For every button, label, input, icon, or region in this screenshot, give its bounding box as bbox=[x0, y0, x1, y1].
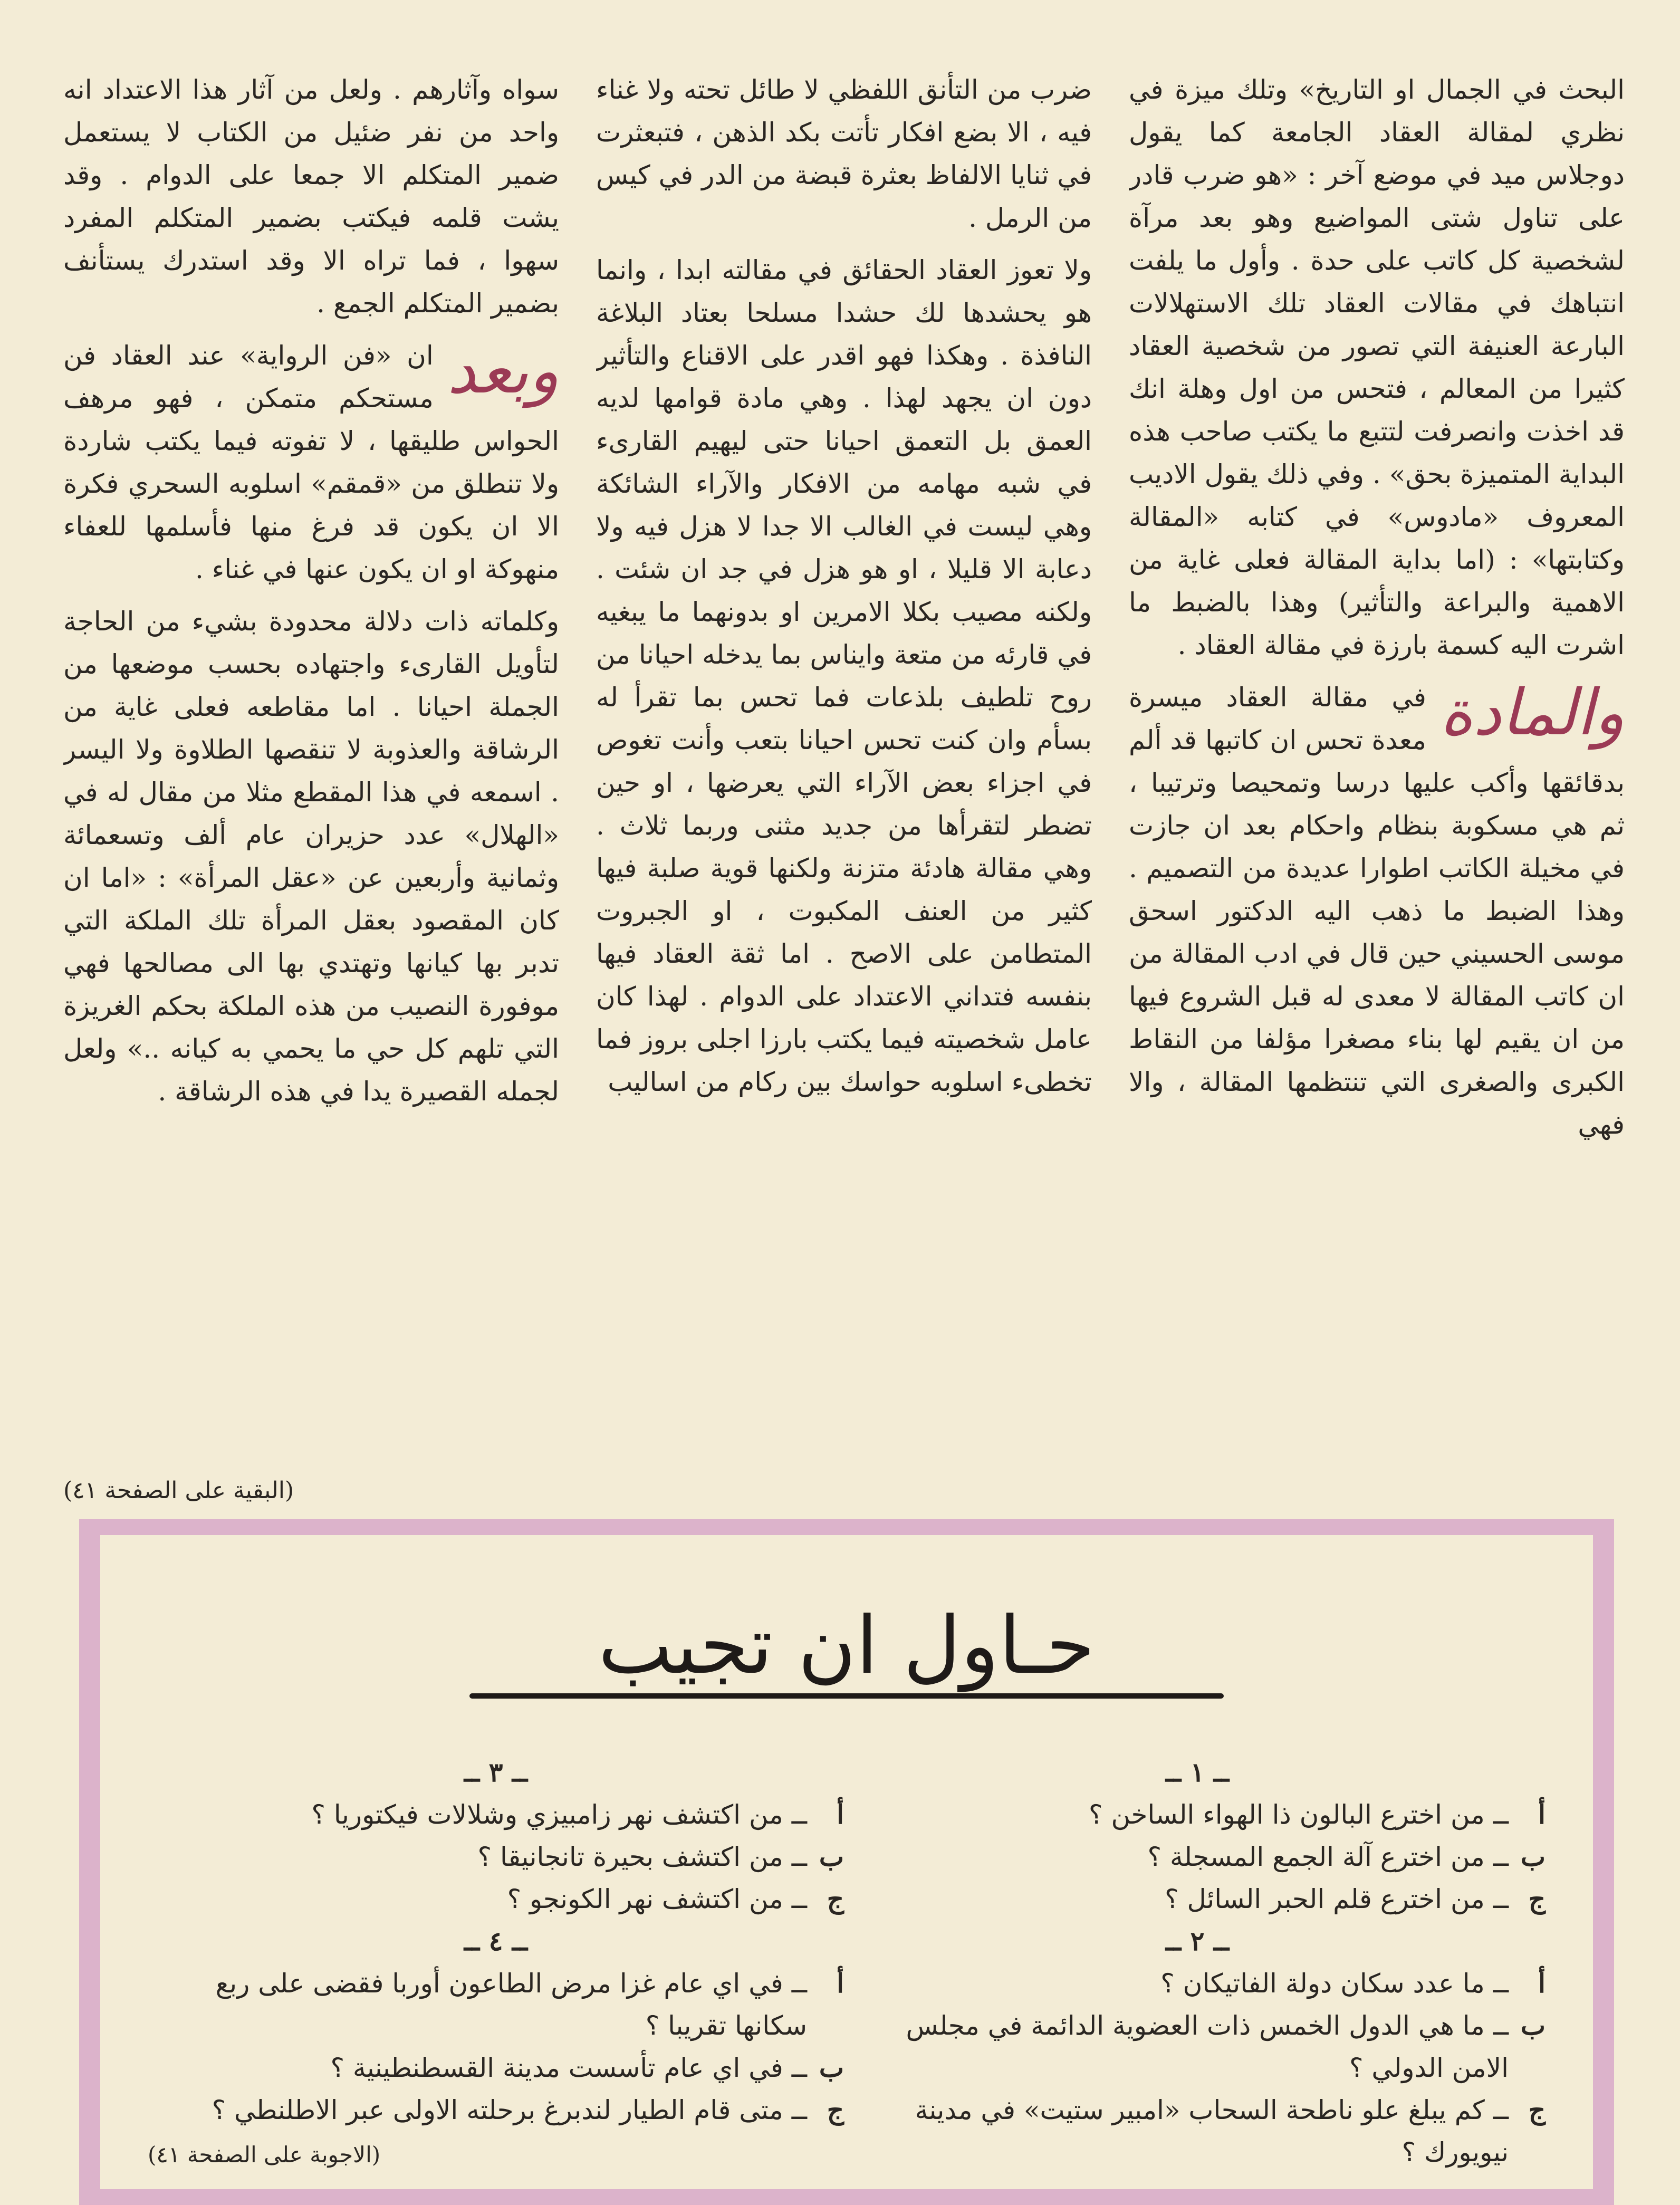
question-letter: ب bbox=[1520, 2010, 1545, 2041]
question-letter: ب bbox=[1520, 1841, 1545, 1872]
quiz-group-number: ــ ١ ــ bbox=[1165, 1757, 1230, 1788]
paragraph-text: في مقالة العقاد ميسرة معدة تحس ان كاتبها قد ألم بدقائقها وأكب عليها درسا وتمحيصا وترتيبا ، ثم هي مسكوبة بنظام واحكام بعد ان جازت في مخيلة الكاتب اطوارا عديدة من التصميم . وهذا الضبط ما ذهب اليه الدكتور اسحق موسى الحسيني حين قال في ادب المقالة من ان كاتب المقالة لا معدى له قبل الشروع فيها من ان يقيم لها بناء مصغرا مؤلفا من النقاط الكبرى والصغرى التي تنتظمها المقالة ، والا فهي bbox=[1129, 682, 1625, 1140]
quiz-inner-panel bbox=[100, 1535, 1593, 2189]
quiz-column-left bbox=[148, 1751, 844, 2173]
paragraph: وكلماته ذات دلالة محدودة بشيء من الحاجة لتأويل القارىء واجتهاده بحسب موضعها من الجملة احيانا . اما مقاطعه فعلى غاية من الرشاقة والعذوبة لا تنقصها الطلاوة ولا اليسر . اسمعه في هذا المقطع مثلا من مقال له في «الهلال» عدد حزيران عام ألف وتسعمائة وثمانية وأربعين عن «عقل المرأة» : «اما ان كان المقصود بعقل المرأة تلك الملكة التي تدبر بها كيانها وتهتدي بها الى مصالحها فهي موفورة النصيب من هذه الملكة بحكم الغريزة التي تلهم كل حي ما يحمي به كيانه ..» ولعل لجمله القصيرة يدا في هذه الرشاقة . bbox=[63, 606, 559, 1107]
quiz-box bbox=[79, 1519, 1614, 2205]
quiz-question bbox=[148, 1878, 844, 1920]
quiz-title: حـاول ان تجيب bbox=[598, 1600, 1096, 1692]
question-letter: أ bbox=[837, 1799, 844, 1830]
quiz-group-number: ــ ٢ ــ bbox=[1165, 1925, 1230, 1957]
question-text: ــ كم يبلغ علو ناطحة السحاب «امبير ستيت» في مدينة نيويورك ؟ bbox=[915, 2095, 1509, 2168]
quiz-question bbox=[148, 1836, 844, 1878]
article-column-middle bbox=[596, 69, 1092, 1472]
question-text: ــ ما هي الدول الخمس ذات العضوية الدائمة في مجلس الامن الدولي ؟ bbox=[906, 2010, 1509, 2083]
question-letter: ب bbox=[819, 2052, 844, 2083]
question-text: ــ من اكتشف بحيرة تانجانيقا ؟ bbox=[477, 1842, 807, 1872]
dropcap-heading: وبعد bbox=[447, 334, 559, 408]
quiz-question bbox=[849, 1794, 1545, 1836]
paragraph-with-dropcap bbox=[1129, 676, 1625, 1146]
quiz-group-number: ــ ٣ ــ bbox=[464, 1757, 528, 1788]
question-text: ــ متى قام الطيار لندبرغ برحلته الاولى عبر الاطلنطي ؟ bbox=[212, 2095, 807, 2125]
quiz-question bbox=[849, 2005, 1545, 2089]
paragraph: ولا تعوز العقاد الحقائق في مقالته ابدا ، وانما هو يحشدها لك حشدا مسلحا بعتاد البلاغة النافذة . وهكذا فهو اقدر على الاقناع والتأثير دون ان يجهد لهذا . وهي مادة قوامها لديه العمق بل التعمق احيانا حتى ليهيم القارىء في شبه مهامه من الافكار والآراء الشائكة وهي ليست في الغالب الا جدا لا هزل فيه ولا دعابة الا قليلا ، او هو هزل في جد ان شئت . ولكنه مصيب بكلا الامرين او بدونهما ما يبغيه في قارئه من متعة وايناس بما يدخله احيانا من روح تلطيف بلذعات فما تحس بما تقرأ له بسأم وان كنت تحس احيانا بتعب وأنت تغوص في اجزاء بعض الآراء التي يعرضها ، او حين تضطر لتقرأها من جديد مثنى وربما ثلاث . وهي مقالة هادئة متزنة ولكنها قوية صلبة فيها كثير من العنف المكبوت ، او الجبروت المتطامن على الاصح . اما ثقة العقاد فيها بنفسه فتداني الاعتداد على الدوام . لهذا كان عامل شخصيته فيما يكتب بارزا اجلى بروز فما تخطىء اسلوبه حواسك بين ركام من اساليب bbox=[596, 255, 1092, 1097]
paragraph: ضرب من التأنق اللفظي لا طائل تحته ولا غناء فيه ، الا بضع افكار تأتت بكد الذهن ، فتبعثرت في ثنايا الالفاظ بعثرة قبضة من الدر في كيس من الرمل . bbox=[596, 74, 1092, 233]
article-column-left bbox=[63, 69, 559, 1472]
question-text: ــ من اخترع البالون ذا الهواء الساخن ؟ bbox=[1089, 1799, 1509, 1830]
quiz-column-right bbox=[849, 1751, 1545, 2173]
quiz-question bbox=[148, 1794, 844, 1836]
paragraph: البحث في الجمال او التاريخ» وتلك ميزة في نظري لمقالة العقاد الجامعة كما يقول دوجلاس ميد في موضع آخر : «هو ضرب قادر على تناول شتى المواضيع وهو بعد مرآة لشخصية كل كاتب على حدة . وأول ما يلفت انتباهك في مقالات العقاد تلك الاستهلالات البارعة العنيفة التي تصور من شخصية العقاد كثيرا من المعالم ، فتحس من اول وهلة انك قد اخذت وانصرفت لتتبع ما يكتب صاحب هذه البداية المتميزة بحق» . وفي ذلك يقول الاديب المعروف «مادوس» في كتابه «المقالة وكتابتها» : (اما بداية المقالة فعلى غاية من الاهمية والبراعة والتأثير) وهذا بالضبط ما اشرت اليه كسمة بارزة في مقالة العقاد . bbox=[1129, 74, 1625, 660]
quiz-question bbox=[849, 1836, 1545, 1878]
question-text: ــ في اي عام غزا مرض الطاعون أوربا فقضى على ربع سكانها تقريبا ؟ bbox=[215, 1968, 807, 2041]
question-letter: ج bbox=[1528, 2094, 1545, 2125]
quiz-question bbox=[148, 2089, 844, 2131]
question-letter: أ bbox=[837, 1968, 844, 1999]
question-letter: أ bbox=[1538, 1799, 1545, 1830]
question-text: ــ ما عدد سكان دولة الفاتيكان ؟ bbox=[1160, 1968, 1509, 1999]
quiz-question bbox=[849, 2089, 1545, 2173]
paragraph-text: ان «فن الرواية» عند العقاد فن مستحكم متمكن ، فهو مرهف الحواس طليقها ، لا تفوته فيما يكتب شاردة ولا تنطلق من «قمقم» اسلوبه السحري فكرة الا ان يكون قد فرغ منها فأسلمها للعفاء منهوكة او ان يكون عنها في غناء . bbox=[63, 340, 559, 584]
question-text: ــ من اخترع قلم الحبر السائل ؟ bbox=[1165, 1884, 1509, 1914]
question-text: ــ من اكتشف نهر زامبيزي وشلالات فيكتوريا ؟ bbox=[311, 1799, 807, 1830]
question-text: ــ من اخترع آلة الجمع المسجلة ؟ bbox=[1147, 1842, 1509, 1872]
dropcap-heading: والمادة bbox=[1439, 676, 1625, 750]
question-letter: ب bbox=[819, 1841, 844, 1872]
question-letter: ج bbox=[827, 1883, 844, 1914]
paragraph-with-dropcap bbox=[63, 334, 559, 591]
paragraph: سواه وآثارهم . ولعل من آثار هذا الاعتداد انه واحد من نفر ضئيل من الكتاب لا يستعمل ضمير المتكلم الا جمعا على الدوام . وقد يشت قلمه فيكتب بضمير المتكلم المفرد سهوا ، فما تراه الا وقد استدرك يستأنف بضمير المتكلم الجمع . bbox=[63, 74, 559, 319]
article-columns bbox=[63, 69, 1625, 1472]
question-letter: أ bbox=[1538, 1968, 1545, 1999]
quiz-title-underline bbox=[469, 1693, 1224, 1699]
quiz-group-number: ــ ٤ ــ bbox=[464, 1925, 528, 1957]
continued-note: (البقية على الصفحة ٤١) bbox=[63, 1477, 294, 1504]
answers-note: (الاجوبة على الصفحة ٤١) bbox=[148, 2142, 381, 2168]
question-text: ــ في اي عام تأسست مدينة القسطنطينية ؟ bbox=[330, 2053, 807, 2083]
question-letter: ج bbox=[1528, 1883, 1545, 1914]
quiz-question bbox=[148, 1962, 844, 2047]
quiz-question bbox=[148, 2047, 844, 2089]
quiz-question bbox=[849, 1962, 1545, 2005]
article-column-right bbox=[1129, 69, 1625, 1472]
quiz-question bbox=[849, 1878, 1545, 1920]
question-text: ــ من اكتشف نهر الكونجو ؟ bbox=[507, 1884, 807, 1914]
question-letter: ج bbox=[827, 2094, 844, 2125]
